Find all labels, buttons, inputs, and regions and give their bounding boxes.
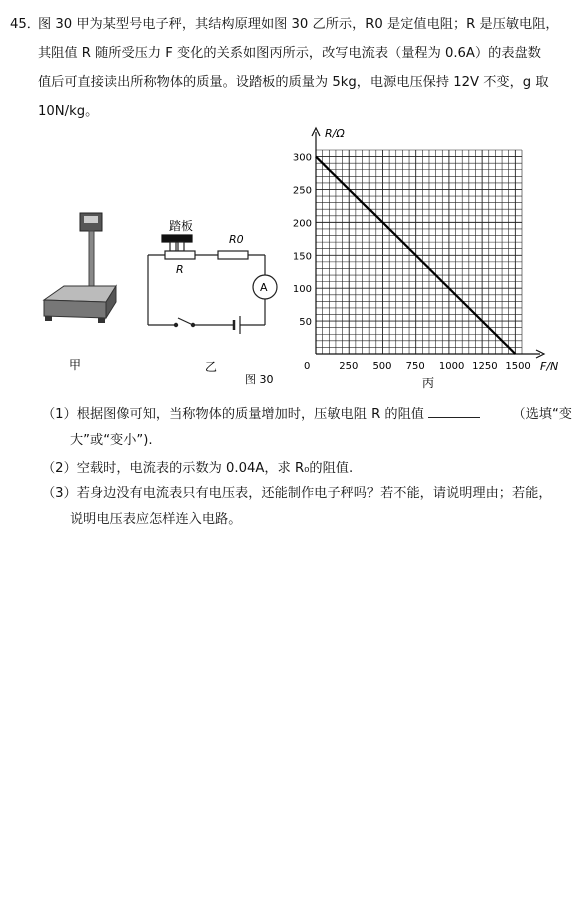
label-jia: 甲 (69, 358, 82, 372)
x-tick-label: 250 (339, 361, 359, 372)
x-tick-label: 500 (372, 361, 392, 372)
resistor-r0-label: R0 (229, 233, 244, 246)
resistance-force-chart (293, 127, 558, 390)
x-tick-label: 1250 (472, 361, 498, 372)
ammeter-label: A (260, 281, 268, 294)
subquestion-2: （2）空载时，电流表的示数为 0.04A，求 R₀的阻值. (42, 461, 354, 476)
question-number: 45． (10, 17, 40, 32)
q1-text-c: 大”或“变小”). (70, 433, 153, 448)
x-tick-label: 750 (405, 361, 425, 372)
y-tick-label: 200 (292, 218, 312, 230)
pedal-label: 踏板 (169, 219, 194, 233)
q1-text-b: （选填“变 (512, 407, 572, 422)
chart-grid (316, 150, 522, 354)
y-axis-label: R/Ω (325, 127, 345, 140)
question-line-2: 其阻值 R 随所受压力 F 变化的关系如图丙所示，改写电流表（量程为 0.6A）的表盘数 (38, 46, 541, 61)
subquestion-1 (42, 402, 572, 454)
circuit-diagram (148, 235, 277, 334)
y-tick-label: 50 (299, 317, 312, 329)
x-tick-label: 1000 (438, 361, 465, 372)
y-tick-label: 300 (292, 152, 312, 164)
resistor-r-label: R (176, 263, 184, 276)
electronic-scale-image (44, 213, 116, 323)
figure-caption: 图 30 (245, 373, 274, 386)
x-axis-label: F/N (540, 360, 559, 373)
y-tick-label: 250 (292, 185, 312, 197)
x-tick-label: 1500 (505, 361, 531, 372)
chart-axes (312, 128, 544, 358)
question-line-4: 10N/kg。 (38, 104, 99, 119)
y-tick-label: 150 (292, 251, 312, 263)
question-line-3: 值后可直接读出所称物体的质量。设踏板的质量为 5kg，电源电压保持 12V 不变，g 取 (38, 75, 549, 90)
q1-text-a: （1）根据图像可知，当称物体的质量增加时，压敏电阻 R 的阻值 (42, 407, 424, 422)
q3-text-b: 说明电压表应怎样连入电路。 (70, 512, 242, 527)
subquestion-3 (42, 481, 572, 533)
q3-text-a: （3）若身边没有电流表只有电压表，还能制作电子秤吗？若不能，请说明理由；若能， (42, 486, 552, 501)
figure-30 (0, 0, 588, 400)
label-yi: 乙 (205, 360, 218, 374)
question-line-1: 图 30 甲为某型号电子秤，其结构原理如图 30 乙所示，R0 是定值电阻；R 是压敏电阻， (38, 17, 559, 32)
y-tick-label: 100 (292, 284, 312, 296)
label-bing: 丙 (422, 376, 435, 390)
x-tick-label: 0 (304, 361, 311, 372)
answer-blank[interactable] (428, 403, 480, 418)
